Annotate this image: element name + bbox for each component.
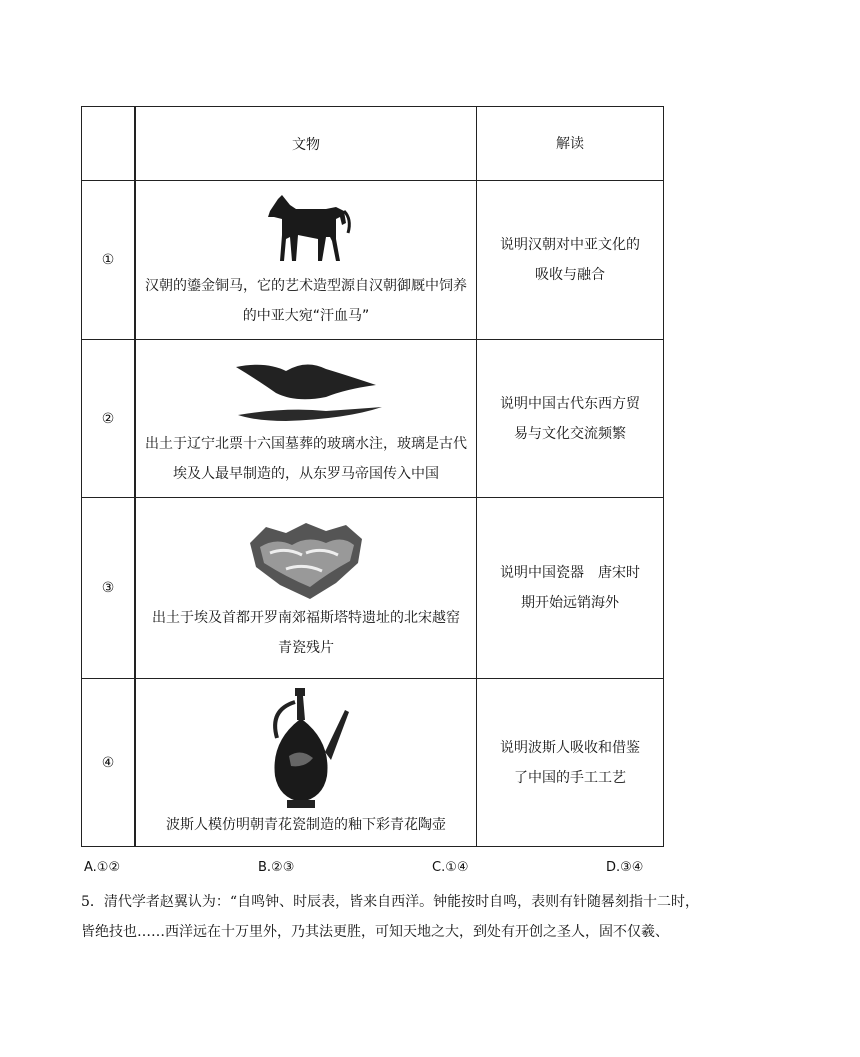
- porcelain-shard-icon: [246, 513, 366, 603]
- interp-line1: 说明中国古代东西方贸: [500, 395, 640, 412]
- persian-ewer-icon: [261, 686, 351, 810]
- artifact-caption-line1: 波斯人模仿明朝青花瓷制造的釉下彩青花陶壶: [166, 816, 446, 833]
- glass-vessel-icon: [226, 349, 386, 429]
- question-5-line2: 皆绝技也……西洋远在十万里外，乃其法更胜，可知天地之大，到处有开创之圣人，固不仅羲、: [81, 924, 669, 940]
- artifact-cell: [135, 340, 477, 498]
- question-5-line1: 5．清代学者赵翼认为：“自鸣钟、时辰表，皆来自西洋。钟能按时自鸣，表则有针随晷刻指十二时，: [81, 894, 700, 910]
- artifact-caption-line1: 出土于辽宁北票十六国墓葬的玻璃水注，玻璃是古代: [145, 435, 467, 452]
- interp-line2: 易与文化交流频繁: [514, 425, 626, 442]
- artifact-caption-line2: 埃及人最早制造的，从东罗马帝国传入中国: [173, 465, 439, 482]
- artifact-table: [81, 106, 664, 847]
- header-number-cell: [82, 107, 136, 181]
- option-a[interactable]: A.①②: [84, 860, 121, 875]
- table-header-row: [82, 107, 664, 181]
- row-number: ①: [82, 181, 136, 340]
- interpretation-cell: [477, 679, 664, 847]
- row-number: ④: [82, 679, 136, 847]
- interp-line2: 吸收与融合: [535, 267, 605, 283]
- option-d[interactable]: D.③④: [606, 860, 644, 875]
- interp-line2: 了中国的手工工艺: [514, 769, 626, 786]
- artifact-caption-line1: 汉朝的鎏金铜马，它的艺术造型源自汉朝御厩中饲养: [145, 278, 467, 294]
- table-row: [82, 679, 664, 847]
- interp-line1: 说明波斯人吸收和借鉴: [500, 739, 640, 756]
- option-c[interactable]: C.①④: [432, 860, 469, 875]
- table-row: [82, 181, 664, 340]
- artifact-caption-line1: 出土于埃及首都开罗南郊福斯塔特遗址的北宋越窑: [152, 610, 460, 626]
- artifact-caption-line2: 青瓷残片: [278, 640, 334, 656]
- interp-line1: 说明汉朝对中亚文化的: [500, 237, 640, 253]
- artifact-cell: [135, 181, 477, 340]
- artifact-caption-line2: 的中亚大宛“汗血马”: [242, 308, 370, 324]
- interp-line2: 期开始远销海外: [521, 595, 619, 611]
- interp-line1: 说明中国瓷器 唐宋时: [500, 565, 640, 581]
- horse-statue-icon: [256, 189, 356, 271]
- table-row: [82, 340, 664, 498]
- row-number: ②: [82, 340, 136, 498]
- artifact-cell: [135, 679, 477, 847]
- question-5: [81, 887, 751, 947]
- option-b[interactable]: B.②③: [258, 860, 295, 875]
- artifact-cell: [135, 498, 477, 679]
- table-row: [82, 498, 664, 679]
- header-artifact: 文物: [135, 107, 477, 181]
- header-interpretation: 解读: [477, 107, 664, 181]
- row-number: ③: [82, 498, 136, 679]
- interpretation-cell: [477, 498, 664, 679]
- interpretation-cell: [477, 181, 664, 340]
- interpretation-cell: [477, 340, 664, 498]
